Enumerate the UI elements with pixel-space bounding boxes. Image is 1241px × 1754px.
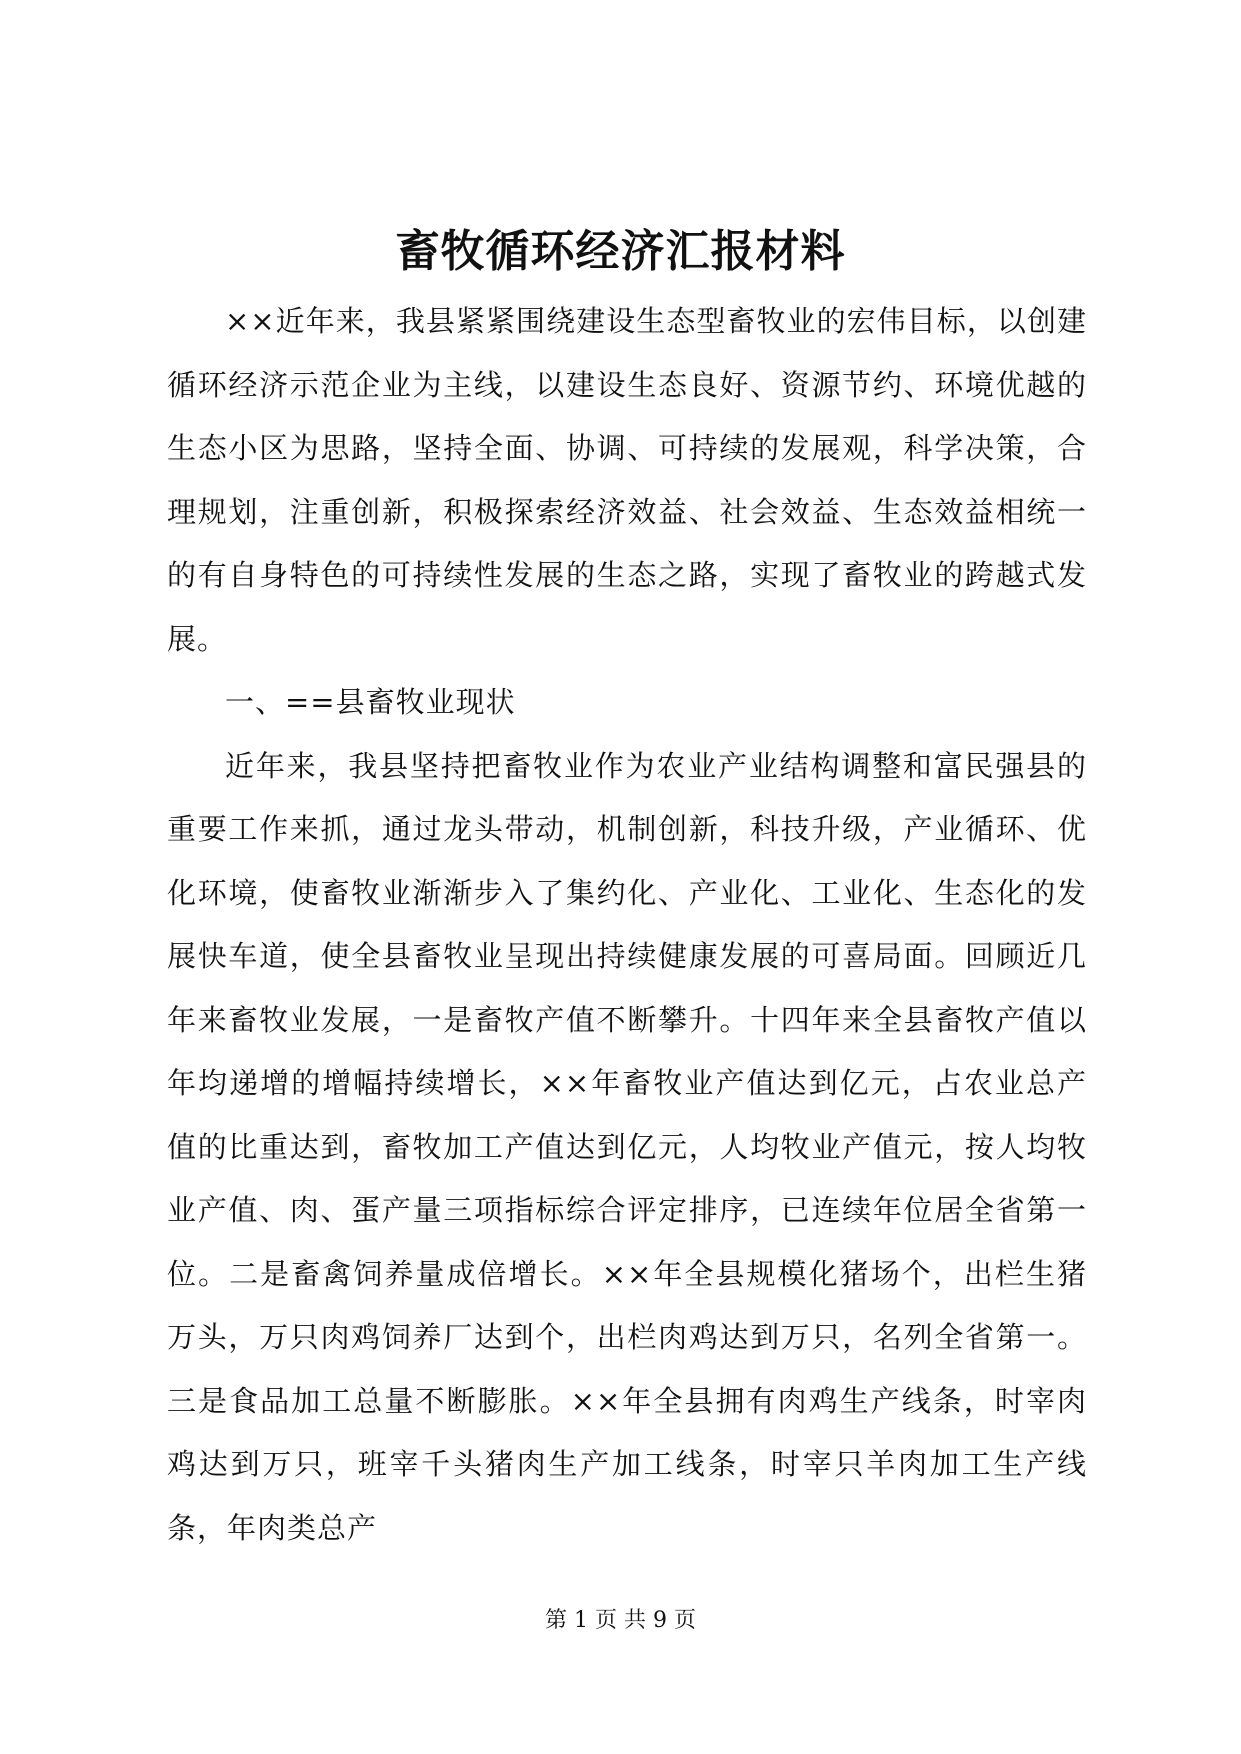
page-footer: 第 1 页 共 9 页 (545, 1608, 696, 1633)
intro-paragraph: ××近年来，我县紧紧围绕建设生态型畜牧业的宏伟目标，以创建循环经济示范企业为主线，以建设生态良好、资源节约、环境优越的生态小区为思路，坚持全面、协调、可持续的发展观，科学决策，合理规划，注重创新，积极探索经济效益、社会效益、生态效益相统一的有自身特色的可持续性发展的生态之路，实现了畜牧业的跨越式发展。 (167, 304, 1087, 656)
status-paragraph: 近年来，我县坚持把畜牧业作为农业产业结构调整和富民强县的重要工作来抓，通过龙头带动，机制创新，科技升级，产业循环、优化环境，使畜牧业渐渐步入了集约化、产业化、工业化、生态化的发展快车道，使全县畜牧业呈现出持续健康发展的可喜局面。回顾近几年来畜牧业发展，一是畜牧产值不断攀升。十四年来全县畜牧产值以年均递增的增幅持续增长，××年畜牧业产值达到亿元，占农业总产值的比重达到，畜牧加工产值达到亿元，人均牧业产值元，按人均牧业产值、肉、蛋产量三项指标综合评定排序，已连续年位居全省第一位。二是畜禽饲养量成倍增长。××年全县规模化猪场个，出栏生猪万头，万只肉鸡饲养厂达到个，出栏肉鸡达到万只，名列全省第一。三是食品加工总量不断膨胀。××年全县拥有肉鸡生产线条，时宰肉鸡达到万只，班宰千头猪肉生产加工线条，时宰只羊肉加工生产线条，年肉类总产 (167, 748, 1087, 1545)
document-title: 畜牧循环经济汇报材料 (395, 226, 846, 277)
section-heading: 一、==县畜牧业现状 (225, 685, 516, 719)
document-body (167, 290, 1087, 1560)
